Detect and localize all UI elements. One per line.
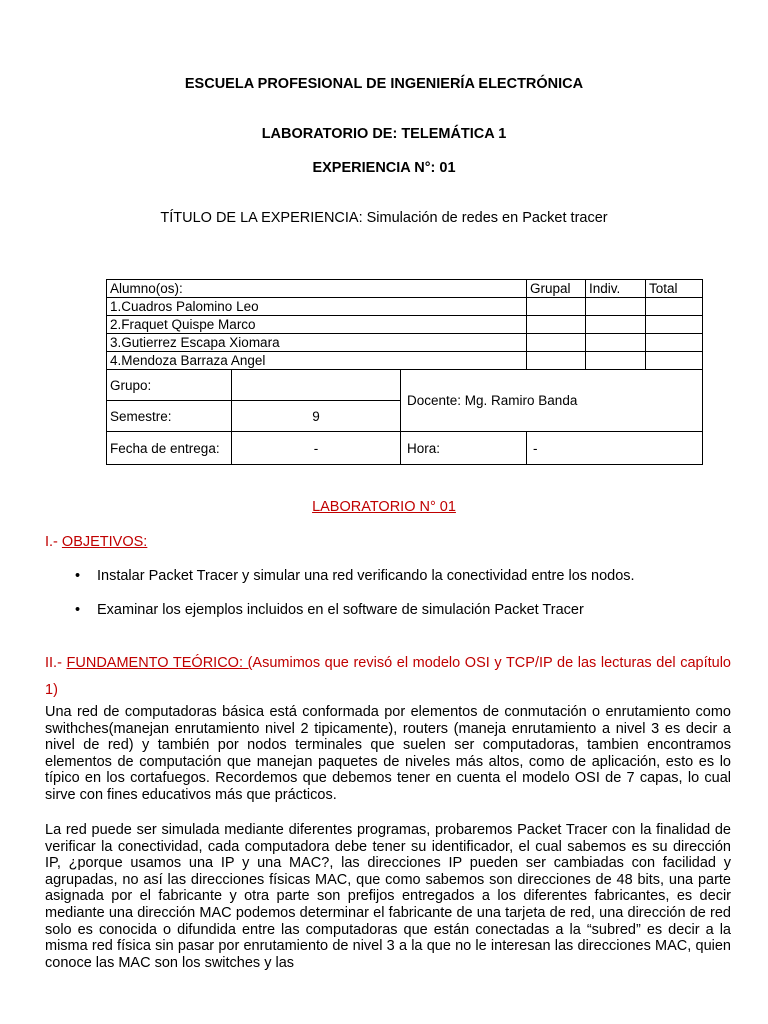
semester-label: Semestre:: [107, 401, 232, 432]
objectives-list: [45, 566, 635, 634]
theory-heading: [45, 650, 731, 704]
student-name: 3.Gutierrez Escapa Xiomara: [107, 334, 527, 352]
list-item: [45, 566, 635, 600]
experience-title: TÍTULO DE LA EXPERIENCIA: Simulación de redes en Packet tracer: [160, 210, 608, 226]
total-grade-cell: [646, 334, 703, 352]
objectives-heading: [45, 534, 147, 550]
bullet-icon: •: [75, 568, 81, 584]
theory-title: FUNDAMENTO TEÓRICO: (: [66, 655, 253, 671]
individual-header: Indiv.: [586, 280, 646, 298]
teacher-cell: Docente: Mg. Ramiro Banda: [401, 370, 703, 432]
table-row: [107, 298, 703, 316]
group-grade-header: Grupal: [527, 280, 586, 298]
individual-grade-cell: [586, 352, 646, 370]
total-grade-cell: [646, 316, 703, 334]
total-header: Total: [646, 280, 703, 298]
objective-text: Examinar los ejemplos incluidos en el software de simulación Packet Tracer: [97, 602, 584, 618]
group-grade-cell: [527, 298, 586, 316]
theory-paragraph-2: La red puede ser simulada mediante diferentes programas, probaremos Packet Tracer con la finalidad de verificar la conectividad, cada computadora debe tener su identificador, el cual sabemos es su dirección IP, ¿porque usamos una IP y una MAC?, las direcciones IP pueden ser cambiadas con facilidad y agrupadas, no así las direcciones físicas MAC, que como sabemos son direcciones de 48 bits, una parte asignada por el fabricante y otra parte son prefijos entregados a los diferentes fabricantes, es decir mediante una dirección MAC podemos determinar el fabricante de una tarjeta de red, una dirección de red solo es conocida o difundida entre las computadoras que están conectadas a la “subred” es decir a la misma red física sin pasar por enrutamiento de nivel 3 a la que no le interesan las direcciones MAC, quien conoce las MAC son los switches y las: [45, 822, 731, 971]
date-row: [107, 432, 703, 465]
total-grade-cell: [646, 352, 703, 370]
semester-value: 9: [232, 401, 401, 432]
students-header: Alumno(os):: [107, 280, 527, 298]
individual-grade-cell: [586, 334, 646, 352]
lab-number-text: LABORATORIO N° 01: [312, 499, 456, 515]
objective-text: Instalar Packet Tracer y simular una red verificando la conectividad entre los nodos.: [97, 568, 635, 584]
theory-note: Asumimos que revisó el modelo OSI y TCP/IP de las lecturas del capítulo 1): [45, 655, 731, 698]
student-name: 1.Cuadros Palomino Leo: [107, 298, 527, 316]
date-value: -: [232, 432, 401, 465]
group-grade-cell: [527, 316, 586, 334]
individual-grade-cell: [586, 316, 646, 334]
date-label: Fecha de entrega:: [107, 432, 232, 465]
group-row: [107, 370, 703, 401]
student-info-table: [106, 279, 703, 465]
school-heading: ESCUELA PROFESIONAL DE INGENIERÍA ELECTRÓNICA: [184, 76, 584, 92]
individual-grade-cell: [586, 298, 646, 316]
objectives-number: I.-: [45, 534, 62, 550]
list-item: [45, 600, 635, 634]
table-row: [107, 316, 703, 334]
theory-paragraph-1: Una red de computadoras básica está conformada por elementos de conmutación o enrutamiento como swithches(manejan enrutamiento nivel 2 tipicamente), routers (maneja enrutamiento a nivel 3 es decir a nivel de red) y también por nodos terminales que suelen ser computadoras, tambien encontramos elementos de computación que manejan paquetes de niveles más altos, como de aplicación, esto es lo típico en los cortafuegos. Recordemos que debemos tener en cuenta el modelo OSI de 7 capas, lo cual sirve con fines educativos más que prácticos.: [45, 704, 731, 803]
total-grade-cell: [646, 298, 703, 316]
objectives-title: OBJETIVOS:: [61, 534, 148, 550]
bullet-icon: •: [75, 602, 81, 618]
group-value: [232, 370, 401, 401]
group-grade-cell: [527, 334, 586, 352]
table-header-row: [107, 280, 703, 298]
lab-number-title: [0, 499, 768, 515]
student-name: 4.Mendoza Barraza Angel: [107, 352, 527, 370]
hour-label: Hora:: [401, 432, 527, 465]
group-label: Grupo:: [107, 370, 232, 401]
lab-heading: LABORATORIO DE: TELEMÁTICA 1: [261, 126, 507, 142]
student-name: 2.Fraquet Quispe Marco: [107, 316, 527, 334]
theory-number: II.-: [45, 655, 67, 671]
table-row: [107, 352, 703, 370]
experience-heading: EXPERIENCIA N°: 01: [312, 160, 456, 176]
hour-value: -: [527, 432, 703, 465]
table-row: [107, 334, 703, 352]
group-grade-cell: [527, 352, 586, 370]
